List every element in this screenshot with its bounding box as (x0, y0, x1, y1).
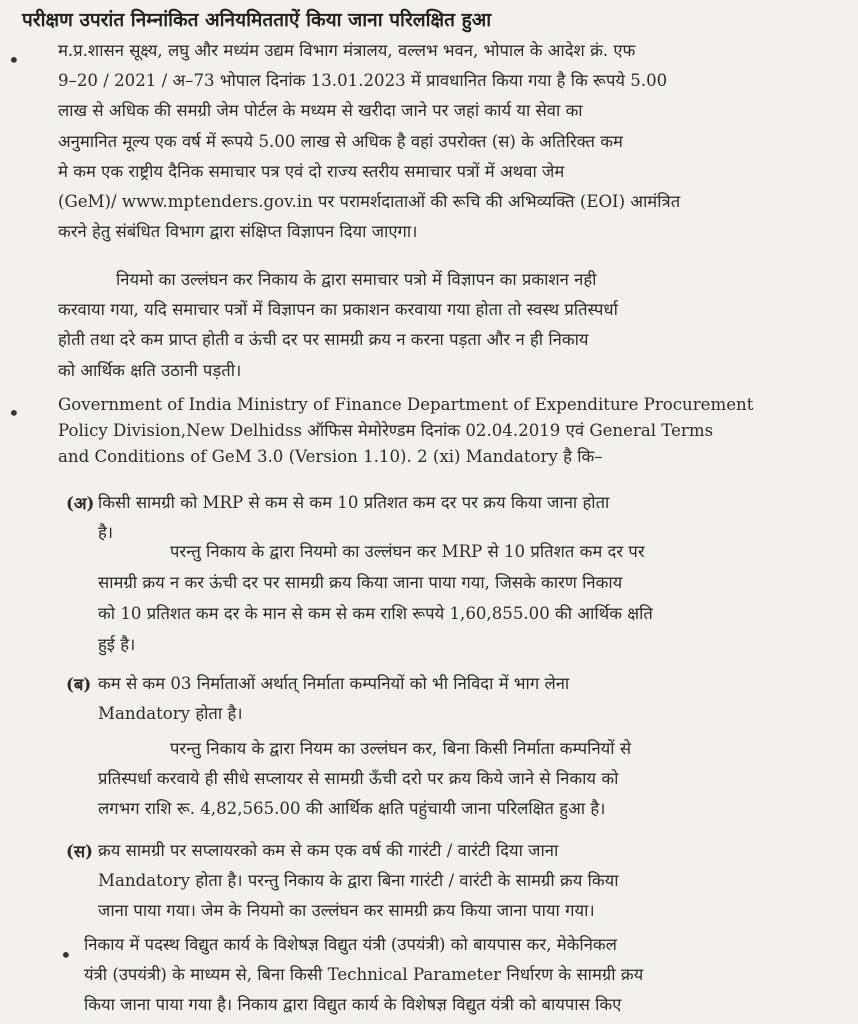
item-marker-b: (ब) (66, 674, 92, 694)
text-line: क्रय सामग्री पर सप्लायरको कम से कम एक वर्ष की गारंटी / वारंटी दिया जाना (98, 841, 559, 860)
text-line: को 10 प्रतिशत कम दर के मान से कम से कम राशि रूपये 1,60,855.00 की आर्थिक क्षति (98, 604, 653, 623)
bullet-2: • (8, 401, 20, 425)
text-line: Mandatory होता है। (98, 704, 243, 724)
text-line: सामग्री क्रय न कर ऊंची दर पर सामग्री क्रय किया जाना पाया गया, जिसके कारण निकाय (98, 573, 623, 592)
text-line: नियमो का उल्लंघन कर निकाय के द्वारा समाचार पत्रो में विज्ञापन का प्रकाशन नही (116, 270, 597, 289)
text-line: अनुमानित मूल्य एक वर्ष में रूपये 5.00 लाख से अधिक है वहां उपरोक्त (स) के अतिरिक्त कम (58, 131, 623, 151)
text-line: कम से कम 03 निर्माताओं अर्थात् निर्माता कम्पनियों को भी निविदा में भाग लेना (98, 674, 570, 693)
item-c-text (98, 836, 810, 927)
text-line: यंत्री (उपयंत्री) के माध्यम से, बिना किसी Technical Parameter निर्धारण के सामग्री क्रय (84, 965, 644, 985)
item-b-sub-text (98, 734, 810, 825)
text-line: परन्तु निकाय के द्वारा नियमो का उल्लंघन कर MRP से 10 प्रतिशत कम दर पर (170, 542, 645, 561)
text-line: किया जाना पाया गया है। निकाय द्वारा विद्युत कार्य के विशेषज्ञ विद्युत यंत्री को बायपास किए (84, 995, 622, 1015)
bullet-3: • (60, 943, 72, 967)
text-line: Policy Division,New Delhidss ऑफिस मेमोरेण्डम दिनांक 02.04.2019 एवं General Terms (58, 421, 714, 440)
text-line: है। (98, 523, 114, 543)
text-line: प्रतिस्पर्धा करवाये ही सीधे सप्लायर से सामग्री ऊँची दरो पर क्रय किये जाने से निकाय को (98, 769, 619, 789)
item-b-text (98, 669, 810, 729)
page-heading: परीक्षण उपरांत निम्नांकित अनियमितताऐं किया जाना परिलक्षित हुआ (22, 9, 492, 31)
section-2-intro (58, 392, 810, 470)
text-line: परन्तु निकाय के द्वारा नियम का उल्लंघन कर, बिना किसी निर्माता कम्पनियों से (170, 739, 632, 758)
item-a-sub-text (98, 536, 810, 660)
text-line: को आर्थिक क्षति उठानी पड़ती। (58, 360, 242, 380)
text-line: करने हेतु संबंधित विभाग द्वारा संक्षिप्त विज्ञापन दिया जाएगा। (58, 222, 418, 242)
text-line: Government of India Ministry of Finance Department of Expenditure Procurement (58, 395, 754, 414)
text-line: 9–20 / 2021 / अ–73 भोपाल दिनांक 13.01.2023 में प्रावधानित किया गया है कि रूपये 5.00 (58, 71, 668, 91)
text-line: जाना पाया गया। जेम के नियमो का उल्लंघन कर सामग्री क्रय किया जाना पाया गया। (98, 901, 595, 921)
text-line: मे कम एक राष्ट्रीय दैनिक समाचार पत्र एवं दो राज्य स्तरीय समाचार पत्रों में अथवा जेम (58, 161, 565, 181)
text-line: Mandatory होता है। परन्तु निकाय के द्वारा बिना गारंटी / वारंटी के सामग्री क्रय किया (98, 871, 619, 891)
text-line: निकाय में पदस्थ विद्युत कार्य के विशेषज्ञ विद्युत यंत्री (उपयंत्री) को बायपास कर, मेकेनिकल (84, 935, 617, 954)
text-line: हुई है। (98, 635, 136, 654)
text-line: म.प्र.शासन सूक्ष्य, लघु और मध्यंम उद्यम विभाग मंत्रालय, वल्लभ भवन, भोपाल के आदेश क्रं. एफ (58, 41, 636, 60)
item-marker-c: (स) (66, 841, 93, 861)
bullet-1: • (8, 48, 20, 72)
item-marker-a: (अ) (66, 493, 95, 513)
text-line: किसी सामग्री को MRP से कम से कम 10 प्रतिशत कम दर पर क्रय किया जाना होता (98, 493, 610, 512)
text-line: लाख से अधिक की समग्री जेम पोर्टल के मध्यम से खरीदा जाने पर जहां कार्य या सेवा का (58, 101, 583, 121)
text-line: (GeM)/ www.mptenders.gov.in पर परामर्शदाताओं की रूचि की अभिव्यक्ति (EOI) आमंत्रित (58, 192, 681, 212)
section-3-paragraph (84, 930, 810, 1021)
section-1-sub-paragraph (58, 265, 810, 386)
text-line: होती तथा दरे कम प्राप्त होती व ऊंची दर पर सामग्री क्रय न करना पड़ता और न ही निकाय (58, 330, 589, 350)
text-line: करवाया गया, यदि समाचार पत्रों में विज्ञापन का प्रकाशन करवाया गया होता तो स्वस्थ प्रतिस्पर्धा (58, 300, 618, 320)
text-line: and Conditions of GeM 3.0 (Version 1.10). 2 (xi) Mandatory है कि– (58, 447, 603, 466)
section-1-paragraph (58, 36, 810, 247)
text-line: लगभग राशि रू. 4,82,565.00 की आर्थिक क्षति पहुंचायी जाना परिलक्षित हुआ है। (98, 799, 606, 819)
